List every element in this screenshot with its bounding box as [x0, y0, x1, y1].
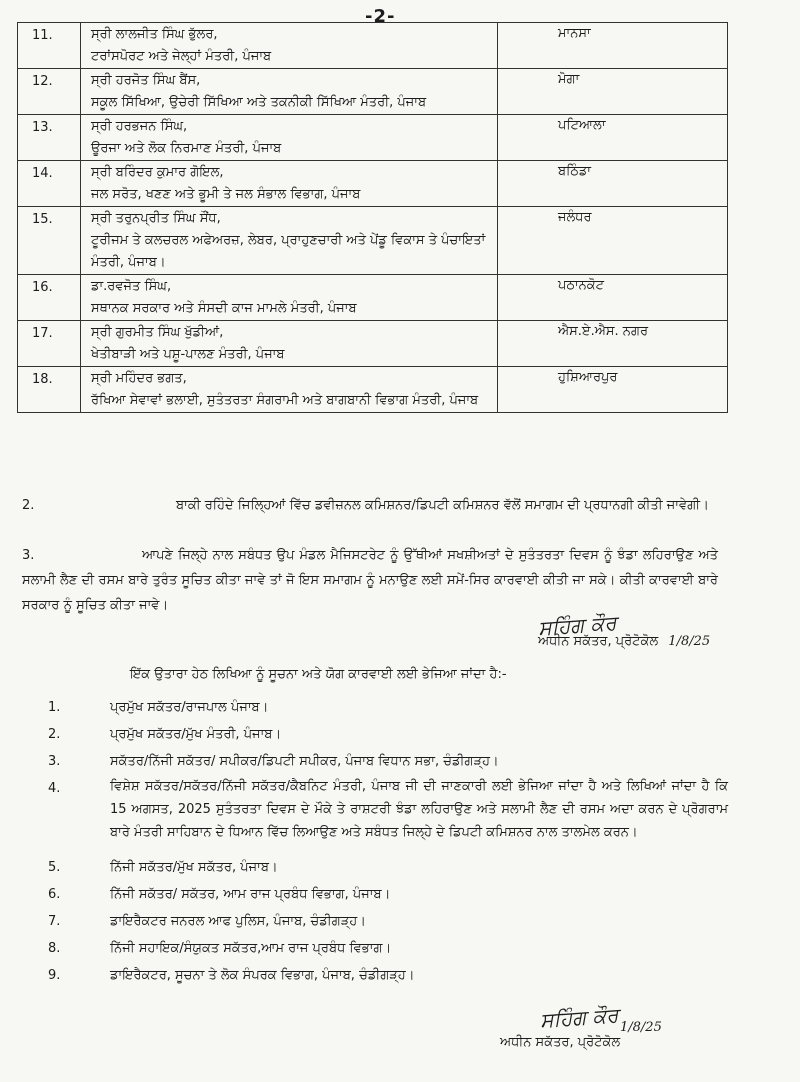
district-cell: [498, 321, 728, 367]
paragraph-text: ਆਪਣੇ ਜਿਲ੍ਹੇ ਨਾਲ ਸਬੰਧਤ ਉਪ ਮੰਡਲ ਮੈਜਿਸਟਰੇਟ ਨੂੰ ਉੱਥੀਆਂ ਸਖਸ਼ੀਅਤਾਂ ਦੇ ਸੁਤੰਤਰਤਾ ਦਿਵਸ ਨੂੰ ਝੰਡਾ ਲਹਿਰਾਉਣ ਅਤੇ ਸਲਾਮੀ ਲੈਣ ਦੀ ਰਸਮ ਬਾਰੇ ਤੁਰੰਤ ਸੂਚਿਤ ਕੀਤਾ ਜਾਵੇ ਤਾਂ ਜੋ ਇਸ ਸਮਾਗਮ ਨੂੰ ਮਨਾਉਣ ਲਈ ਸਮੇਂ-ਸਿਰ ਕਾਰਵਾਈ ਕੀਤੀ ਜਾ ਸਕੇ। ਕੀਤੀ ਕਾਰਵਾਈ ਬਾਰੇ ਸਰਕਾਰ ਨੂੰ ਸੂਚਿਤ ਕੀਤਾ ਜਾਵੇ।: [22, 548, 718, 613]
paragraph-text: ਬਾਕੀ ਰਹਿੰਦੇ ਜਿਲ੍ਹਿਆਂ ਵਿੱਚ ਡਵੀਜ਼ਨਲ ਕਮਿਸ਼ਨਰ/ਡਿਪਟੀ ਕਮਿਸ਼ਨਰ ਵੱਲੋਂ ਸਮਾਗਮ ਦੀ ਪ੍ਰਧਾਨਗੀ ਕੀਤੀ ਜਾਵੇਗੀ।: [176, 498, 709, 513]
handwritten-signature: ਸਹਿੰਗ ਕੌਰ: [539, 1002, 620, 1033]
table-row: [18, 207, 728, 275]
signature-block-1: [538, 610, 710, 649]
designation: ਅਧੀਨ ਸਕੱਤਰ, ਪ੍ਰੋਟੋਕੋਲ: [500, 1035, 621, 1050]
signature-date: 1/8/25: [668, 634, 711, 649]
signature-date: 1/8/25: [620, 1020, 662, 1035]
district-name: ਪਠਾਨਕੋਟ: [558, 278, 604, 293]
serial-number: 13.: [18, 115, 81, 161]
minister-cell: [81, 275, 498, 321]
district-cell: [498, 161, 728, 207]
paragraph-number: 3.: [22, 548, 35, 563]
page-number: -2-: [365, 6, 396, 27]
district-cell: [498, 207, 728, 275]
minister-name: ਡਾ.ਰਵਜੋਤ ਸਿੰਘ,: [91, 279, 172, 294]
minister-cell: [81, 115, 498, 161]
serial-number: 12.: [18, 69, 81, 115]
table-row: [18, 23, 728, 69]
district-cell: [498, 275, 728, 321]
table-row: [18, 367, 728, 413]
list-item: [48, 962, 728, 989]
paragraph-number: 2.: [22, 498, 35, 513]
minister-cell: [81, 23, 498, 69]
list-item-text: ਪ੍ਰਮੁੱਖ ਸਕੱਤਰ/ਰਾਜਪਾਲ ਪੰਜਾਬ।: [110, 700, 269, 715]
minister-name: ਸ੍ਰੀ ਹਰਜੋਤ ਸਿੰਘ ਬੈਂਸ,: [91, 73, 201, 88]
minister-name: ਸ੍ਰੀ ਹਰਭਜਨ ਸਿੰਘ,: [91, 119, 188, 134]
list-item: [48, 854, 728, 881]
list-item-number: 2.: [48, 727, 61, 742]
serial-number: 14.: [18, 161, 81, 207]
serial-number: 11.: [18, 23, 81, 69]
list-item-text: ਡਾਇਰੈਕਟਰ, ਸੂਚਨਾ ਤੇ ਲੋਕ ਸੰਪਰਕ ਵਿਭਾਗ, ਪੰਜਾਬ, ਚੰਡੀਗੜ੍ਹ।: [110, 968, 415, 983]
list-item: [48, 935, 728, 962]
minister-cell: [81, 321, 498, 367]
table-row: [18, 275, 728, 321]
district-name: ਐਸ.ਏ.ਐਸ. ਨਗਰ: [558, 324, 649, 339]
list-item: [48, 694, 728, 721]
copy-intro: ਇੱਕ ਉਤਾਰਾ ਹੇਠ ਲਿਖਿਆ ਨੂੰ ਸੂਚਨਾ ਅਤੇ ਯੋਗ ਕਾਰਵਾਈ ਲਈ ਭੇਜਿਆ ਜਾਂਦਾ ਹੈ:-: [130, 667, 507, 682]
minister-cell: [81, 207, 498, 275]
serial-number: 16.: [18, 275, 81, 321]
list-item-text: ਸਕੱਤਰ/ਨਿੱਜੀ ਸਕੱਤਰ/ ਸਪੀਕਰ/ਡਿਪਟੀ ਸਪੀਕਰ, ਪੰਜਾਬ ਵਿਧਾਨ ਸਭਾ, ਚੰਡੀਗੜ੍ਹ।: [110, 754, 499, 769]
list-item-text: ਵਿਸ਼ੇਸ਼ ਸਕੱਤਰ/ਸਕੱਤਰ/ਨਿੱਜੀ ਸਕੱਤਰ/ਕੈਬਨਿਟ ਮੰਤਰੀ, ਪੰਜਾਬ ਜੀ ਦੀ ਜਾਣਕਾਰੀ ਲਈ ਭੇਜਿਆ ਜਾਂਦਾ ਹੈ ਅਤੇ ਲਿਖਿਆਂ ਜਾਂਦਾ ਹੈ ਕਿ 15 ਅਗਸਤ, 2025 ਸੁਤੰਤਰਤਾ ਦਿਵਸ ਦੇ ਮੌਕੇ ਤੇ ਰਾਸ਼ਟਰੀ ਝੰਡਾ ਲਹਿਰਾਉਣ ਅਤੇ ਸਲਾਮੀ ਲੈਣ ਦੀ ਰਸਮ ਅਦਾ ਕਰਨ ਦੇ ਪ੍ਰੋਗਰਾਮ ਬਾਰੇ ਮੰਤਰੀ ਸਾਹਿਬਾਨ ਦੇ ਧਿਆਨ ਵਿੱਚ ਲਿਆਉਣ ਅਤੇ ਸਬੰਧਤ ਜਿਲ੍ਹੇ ਦੇ ਡਿਪਟੀ ਕਮਿਸ਼ਨਰ ਨਾਲ ਤਾਲਮੇਲ ਕਰਨ।: [110, 779, 728, 840]
ministers-table: [17, 22, 728, 413]
list-item: [48, 908, 728, 935]
district-name: ਜਲੰਧਰ: [558, 210, 592, 225]
table-row: [18, 115, 728, 161]
minister-portfolio: ਟੂਰੀਜਮ ਤੇ ਕਲਚਰਲ ਅਫੇਅਰਜ਼, ਲੇਬਰ, ਪ੍ਰਾਹੁਣਚਾਰੀ ਅਤੇ ਪੇਂਡੂ ਵਿਕਾਸ ਤੇ ਪੰਚਾਇਤਾਂ ਮੰਤਰੀ, ਪੰਜਾਬ।: [91, 233, 486, 270]
list-item-number: 6.: [48, 887, 61, 902]
paragraph-3: [22, 543, 718, 618]
district-cell: [498, 367, 728, 413]
minister-name: ਸ੍ਰੀ ਬਰਿੰਦਰ ਕੁਮਾਰ ਗੋਇਲ,: [91, 165, 224, 180]
list-item: [48, 775, 728, 844]
minister-portfolio: ਊਰਜਾ ਅਤੇ ਲੋਕ ਨਿਰਮਾਣ ਮੰਤਰੀ, ਪੰਜਾਬ: [91, 141, 282, 156]
list-item: [48, 881, 728, 908]
district-name: ਬਠਿੰਡਾ: [558, 164, 592, 179]
district-name: ਮਾਨਸਾ: [558, 26, 591, 41]
minister-portfolio: ਰੱਖਿਆ ਸੇਵਾਵਾਂ ਭਲਾਈ, ਸੁਤੰਤਰਤਾ ਸੰਗਰਾਮੀ ਅਤੇ ਬਾਗਬਾਨੀ ਵਿਭਾਗ ਮੰਤਰੀ, ਪੰਜਾਬ: [91, 393, 479, 408]
serial-number: 18.: [18, 367, 81, 413]
minister-name: ਸ੍ਰੀ ਗੁਰਮੀਤ ਸਿੰਘ ਖੁੱਡੀਆਂ,: [91, 325, 224, 340]
district-name: ਮੋਗਾ: [558, 72, 580, 87]
district-cell: [498, 23, 728, 69]
list-item-number: 5.: [48, 860, 61, 875]
list-item-text: ਡਾਇਰੈਕਟਰ ਜਨਰਲ ਆਫ ਪੁਲਿਸ, ਪੰਜਾਬ, ਚੰਡੀਗੜ੍ਹ।: [110, 914, 366, 929]
list-item-text: ਪ੍ਰਮੁੱਖ ਸਕੱਤਰ/ਮੁੱਖ ਮੰਤਰੀ, ਪੰਜਾਬ।: [110, 727, 282, 742]
list-item-number: 1.: [48, 700, 61, 715]
minister-portfolio: ਖੇਤੀਬਾੜੀ ਅਤੇ ਪਸ਼ੂ-ਪਾਲਣ ਮੰਤਰੀ, ਪੰਜਾਬ: [91, 347, 285, 362]
list-item-number: 8.: [48, 941, 61, 956]
district-name: ਪਟਿਆਲਾ: [558, 118, 606, 133]
list-item-text: ਨਿੱਜੀ ਸਕੱਤਰ/ਮੁੱਖ ਸਕੱਤਰ, ਪੰਜਾਬ।: [110, 860, 278, 875]
minister-portfolio: ਟਰਾਂਸਪੋਰਟ ਅਤੇ ਜੇਲ੍ਹਾਂ ਮੰਤਰੀ, ਪੰਜਾਬ: [91, 49, 272, 64]
table-row: [18, 69, 728, 115]
handwritten-signature: ਸਹਿੰਗ ਕੌਰ: [537, 610, 618, 640]
list-item-text: ਨਿੱਜੀ ਸਕੱਤਰ/ ਸਕੱਤਰ, ਆਮ ਰਾਜ ਪ੍ਰਬੰਧ ਵਿਭਾਗ, ਪੰਜਾਬ।: [110, 887, 391, 902]
minister-portfolio: ਸਕੂਲ ਸਿੱਖਿਆ, ਉਚੇਰੀ ਸਿੱਖਿਆ ਅਤੇ ਤਕਨੀਕੀ ਸਿੱਖਿਆ ਮੰਤਰੀ, ਪੰਜਾਬ: [91, 95, 427, 110]
minister-cell: [81, 69, 498, 115]
serial-number: 15.: [18, 207, 81, 275]
copy-recipients-list: [48, 694, 728, 989]
minister-cell: [81, 367, 498, 413]
minister-name: ਸ੍ਰੀ ਮਹਿੰਦਰ ਭਗਤ,: [91, 371, 187, 386]
list-item-number: 3.: [48, 754, 61, 769]
list-item: [48, 748, 728, 775]
minister-portfolio: ਜਲ ਸਰੋਤ, ਖਣਣ ਅਤੇ ਭੂਮੀ ਤੇ ਜਲ ਸੰਭਾਲ ਵਿਭਾਗ, ਪੰਜਾਬ: [91, 187, 361, 202]
minister-portfolio: ਸਥਾਨਕ ਸਰਕਾਰ ਅਤੇ ਸੰਸਦੀ ਕਾਜ ਮਾਮਲੇ ਮੰਤਰੀ, ਪੰਜਾਬ: [91, 301, 357, 316]
minister-name: ਸ੍ਰੀ ਲਾਲਜੀਤ ਸਿੰਘ ਭੁੱਲਰ,: [91, 27, 218, 42]
signature-block-2: [500, 1004, 662, 1050]
district-cell: [498, 115, 728, 161]
minister-name: ਸ੍ਰੀ ਤਰੁਨਪ੍ਰੀਤ ਸਿੰਘ ਸੌਂਧ,: [91, 211, 221, 226]
table-row: [18, 321, 728, 367]
table-row: [18, 161, 728, 207]
designation: ਅਧੀਨ ਸਕੱਤਰ, ਪ੍ਰੋਟੋਕੋਲ: [538, 634, 659, 649]
list-item-number: 9.: [48, 968, 61, 983]
list-item-text: ਨਿੱਜੀ ਸਹਾਇਕ/ਸੰਯੁਕਤ ਸਕੱਤਰ,ਆਮ ਰਾਜ ਪ੍ਰਬੰਧ ਵਿਭਾਗ।: [110, 941, 392, 956]
list-item-number: 7.: [48, 914, 61, 929]
minister-cell: [81, 161, 498, 207]
paragraph-2: [22, 493, 718, 518]
district-cell: [498, 69, 728, 115]
district-name: ਹੁਸ਼ਿਆਰਪੁਰ: [558, 370, 618, 385]
serial-number: 17.: [18, 321, 81, 367]
list-item-number: 4.: [48, 781, 61, 796]
list-item: [48, 721, 728, 748]
